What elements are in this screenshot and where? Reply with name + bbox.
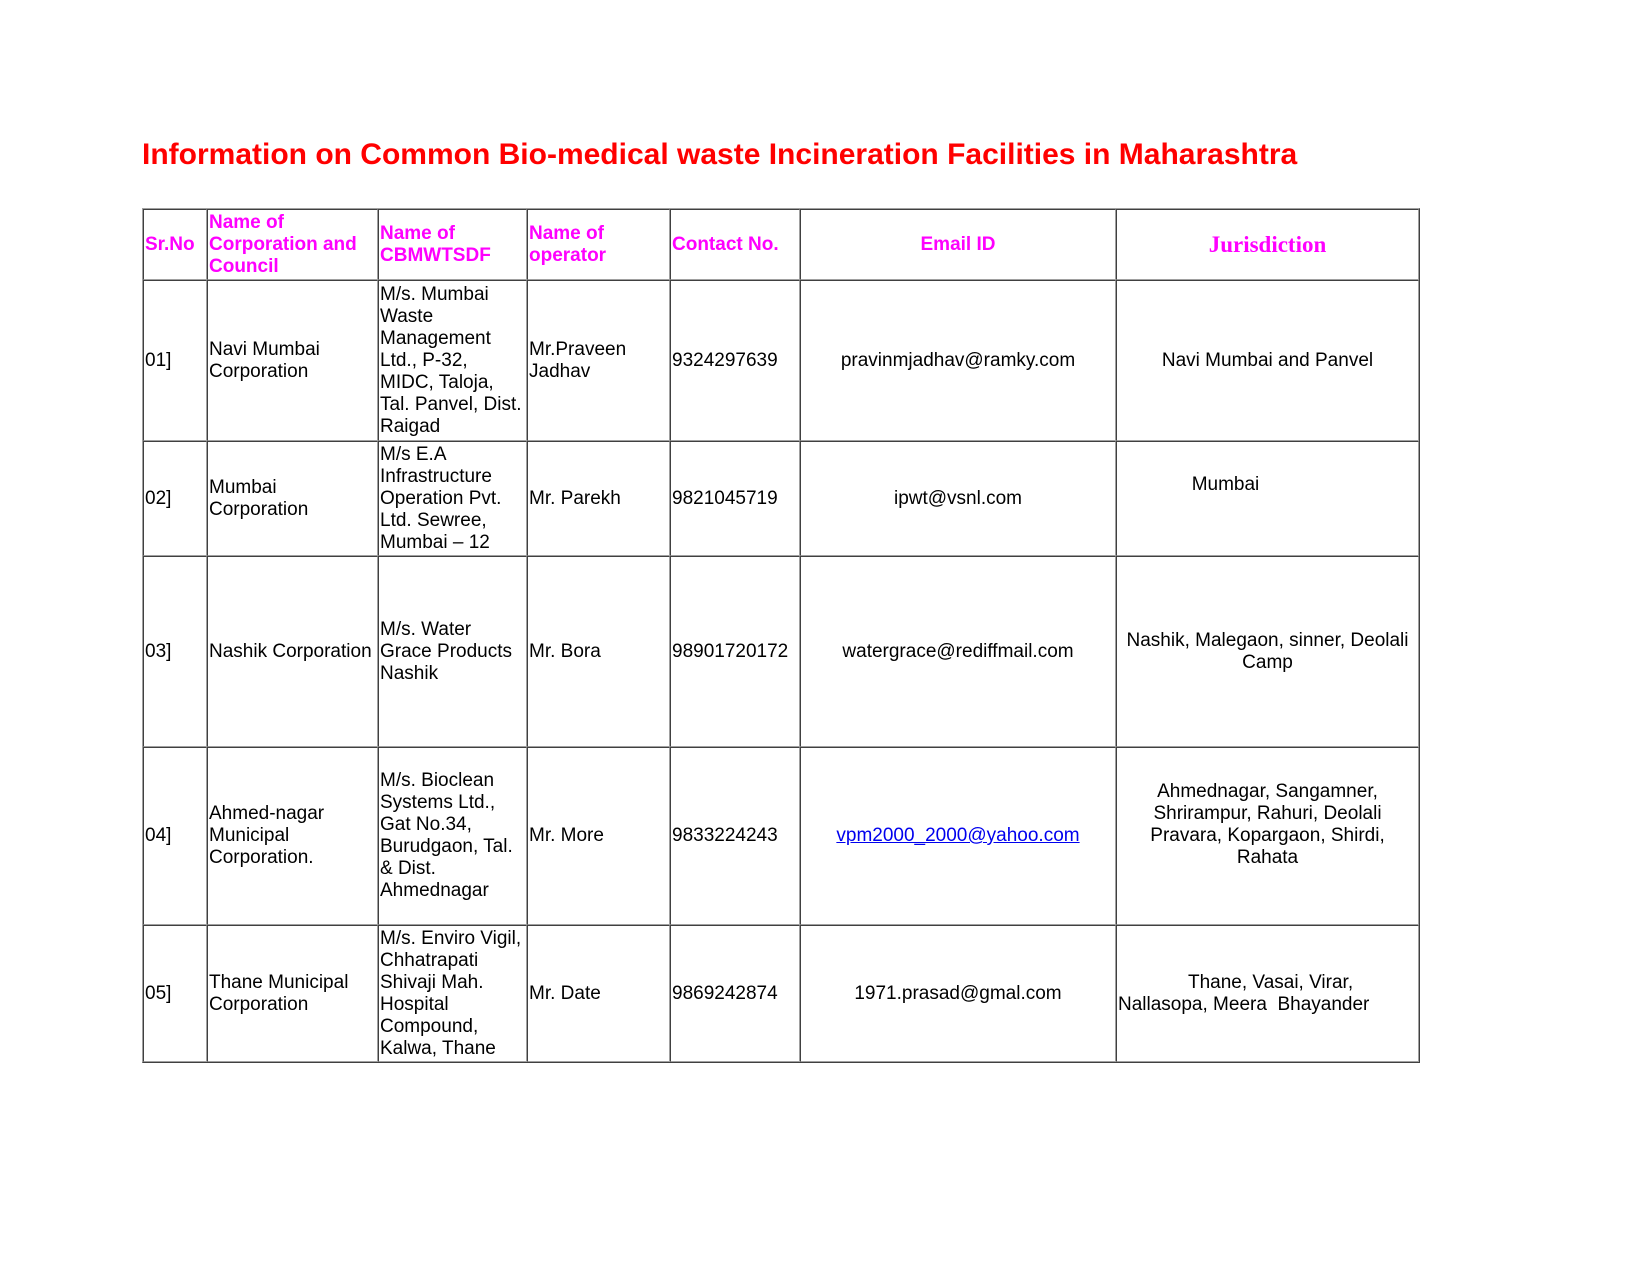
table-row (143, 280, 1419, 441)
header-row (143, 209, 1419, 280)
contact-cell: 9869242874 (670, 925, 800, 1062)
email-cell (800, 747, 1116, 925)
email-cell: watergrace@rediffmail.com (800, 556, 1116, 747)
cbmwtsdf-cell: M/s. Bioclean Systems Ltd., Gat No.34, Burudgaon, Tal. & Dist. Ahmednagar (378, 747, 527, 925)
sr-no-cell: 05] (143, 925, 207, 1062)
contact-cell: 9833224243 (670, 747, 800, 925)
header-sr-no: Sr.No (143, 209, 207, 280)
sr-no-cell: 01] (143, 280, 207, 441)
jurisdiction-cell (1116, 441, 1419, 556)
operator-cell: Mr. Parekh (527, 441, 670, 556)
sr-no-cell: 03] (143, 556, 207, 747)
corporation-cell: Nashik Corporation (207, 556, 378, 747)
contact-cell: 98901720172 (670, 556, 800, 747)
corporation-cell: Ahmed-nagar Municipal Corporation. (207, 747, 378, 925)
jurisdiction-cell: Navi Mumbai and Panvel (1116, 280, 1419, 441)
operator-cell: Mr. Bora (527, 556, 670, 747)
sr-no-cell: 04] (143, 747, 207, 925)
cbmwtsdf-cell: M/s E.A Infrastructure Operation Pvt. Ltd. Sewree, Mumbai – 12 (378, 441, 527, 556)
contact-cell: 9821045719 (670, 441, 800, 556)
header-corporation: Name of Corporation and Council (207, 209, 378, 280)
operator-cell: Mr.Praveen Jadhav (527, 280, 670, 441)
jurisdiction-cell: Nashik, Malegaon, sinner, Deolali Camp (1116, 556, 1419, 747)
cbmwtsdf-cell: M/s. Enviro Vigil, Chhatrapati Shivaji Mah. Hospital Compound, Kalwa, Thane (378, 925, 527, 1062)
header-cbmwtsdf: Name of CBMWTSDF (378, 209, 527, 280)
email-cell: pravinmjadhav@ramky.com (800, 280, 1116, 441)
sr-no-cell: 02] (143, 441, 207, 556)
jurisdiction-line-1: Thane, Vasai, Virar, (1188, 971, 1354, 993)
header-email: Email ID (800, 209, 1116, 280)
email-cell: 1971.prasad@gmal.com (800, 925, 1116, 1062)
corporation-cell: Navi Mumbai Corporation (207, 280, 378, 441)
corporation-cell: Mumbai Corporation (207, 441, 378, 556)
facilities-table (142, 208, 1420, 1063)
operator-cell: Mr. More (527, 747, 670, 925)
page-title: Information on Common Bio-medical waste Incineration Facilities in Maharashtra (142, 138, 1298, 171)
table-row (143, 747, 1419, 925)
header-contact: Contact No. (670, 209, 800, 280)
jurisdiction-text: Ahmednagar, Sangamner, Shrirampur, Rahuri, Deolali Pravara, Kopargaon, Shirdi, Rahata (1150, 781, 1385, 868)
cbmwtsdf-cell: M/s. Water Grace Products Nashik (378, 556, 527, 747)
cbmwtsdf-cell: M/s. Mumbai Waste Management Ltd., P-32, MIDC, Taloja, Tal. Panvel, Dist. Raigad (378, 280, 527, 441)
table-row (143, 556, 1419, 747)
table-row (143, 441, 1419, 556)
jurisdiction-text: Mumbai (1191, 473, 1260, 495)
operator-cell: Mr. Date (527, 925, 670, 1062)
header-jurisdiction: Jurisdiction (1116, 209, 1419, 280)
jurisdiction-line-2: Nallasopa, Meera Bhayander (1118, 993, 1370, 1015)
email-link[interactable]: vpm2000_2000@yahoo.com (836, 825, 1080, 846)
table-row (143, 925, 1419, 1062)
email-cell: ipwt@vsnl.com (800, 441, 1116, 556)
jurisdiction-cell (1116, 747, 1419, 925)
header-operator: Name of operator (527, 209, 670, 280)
contact-cell: 9324297639 (670, 280, 800, 441)
corporation-cell: Thane Municipal Corporation (207, 925, 378, 1062)
jurisdiction-cell (1116, 925, 1419, 1062)
